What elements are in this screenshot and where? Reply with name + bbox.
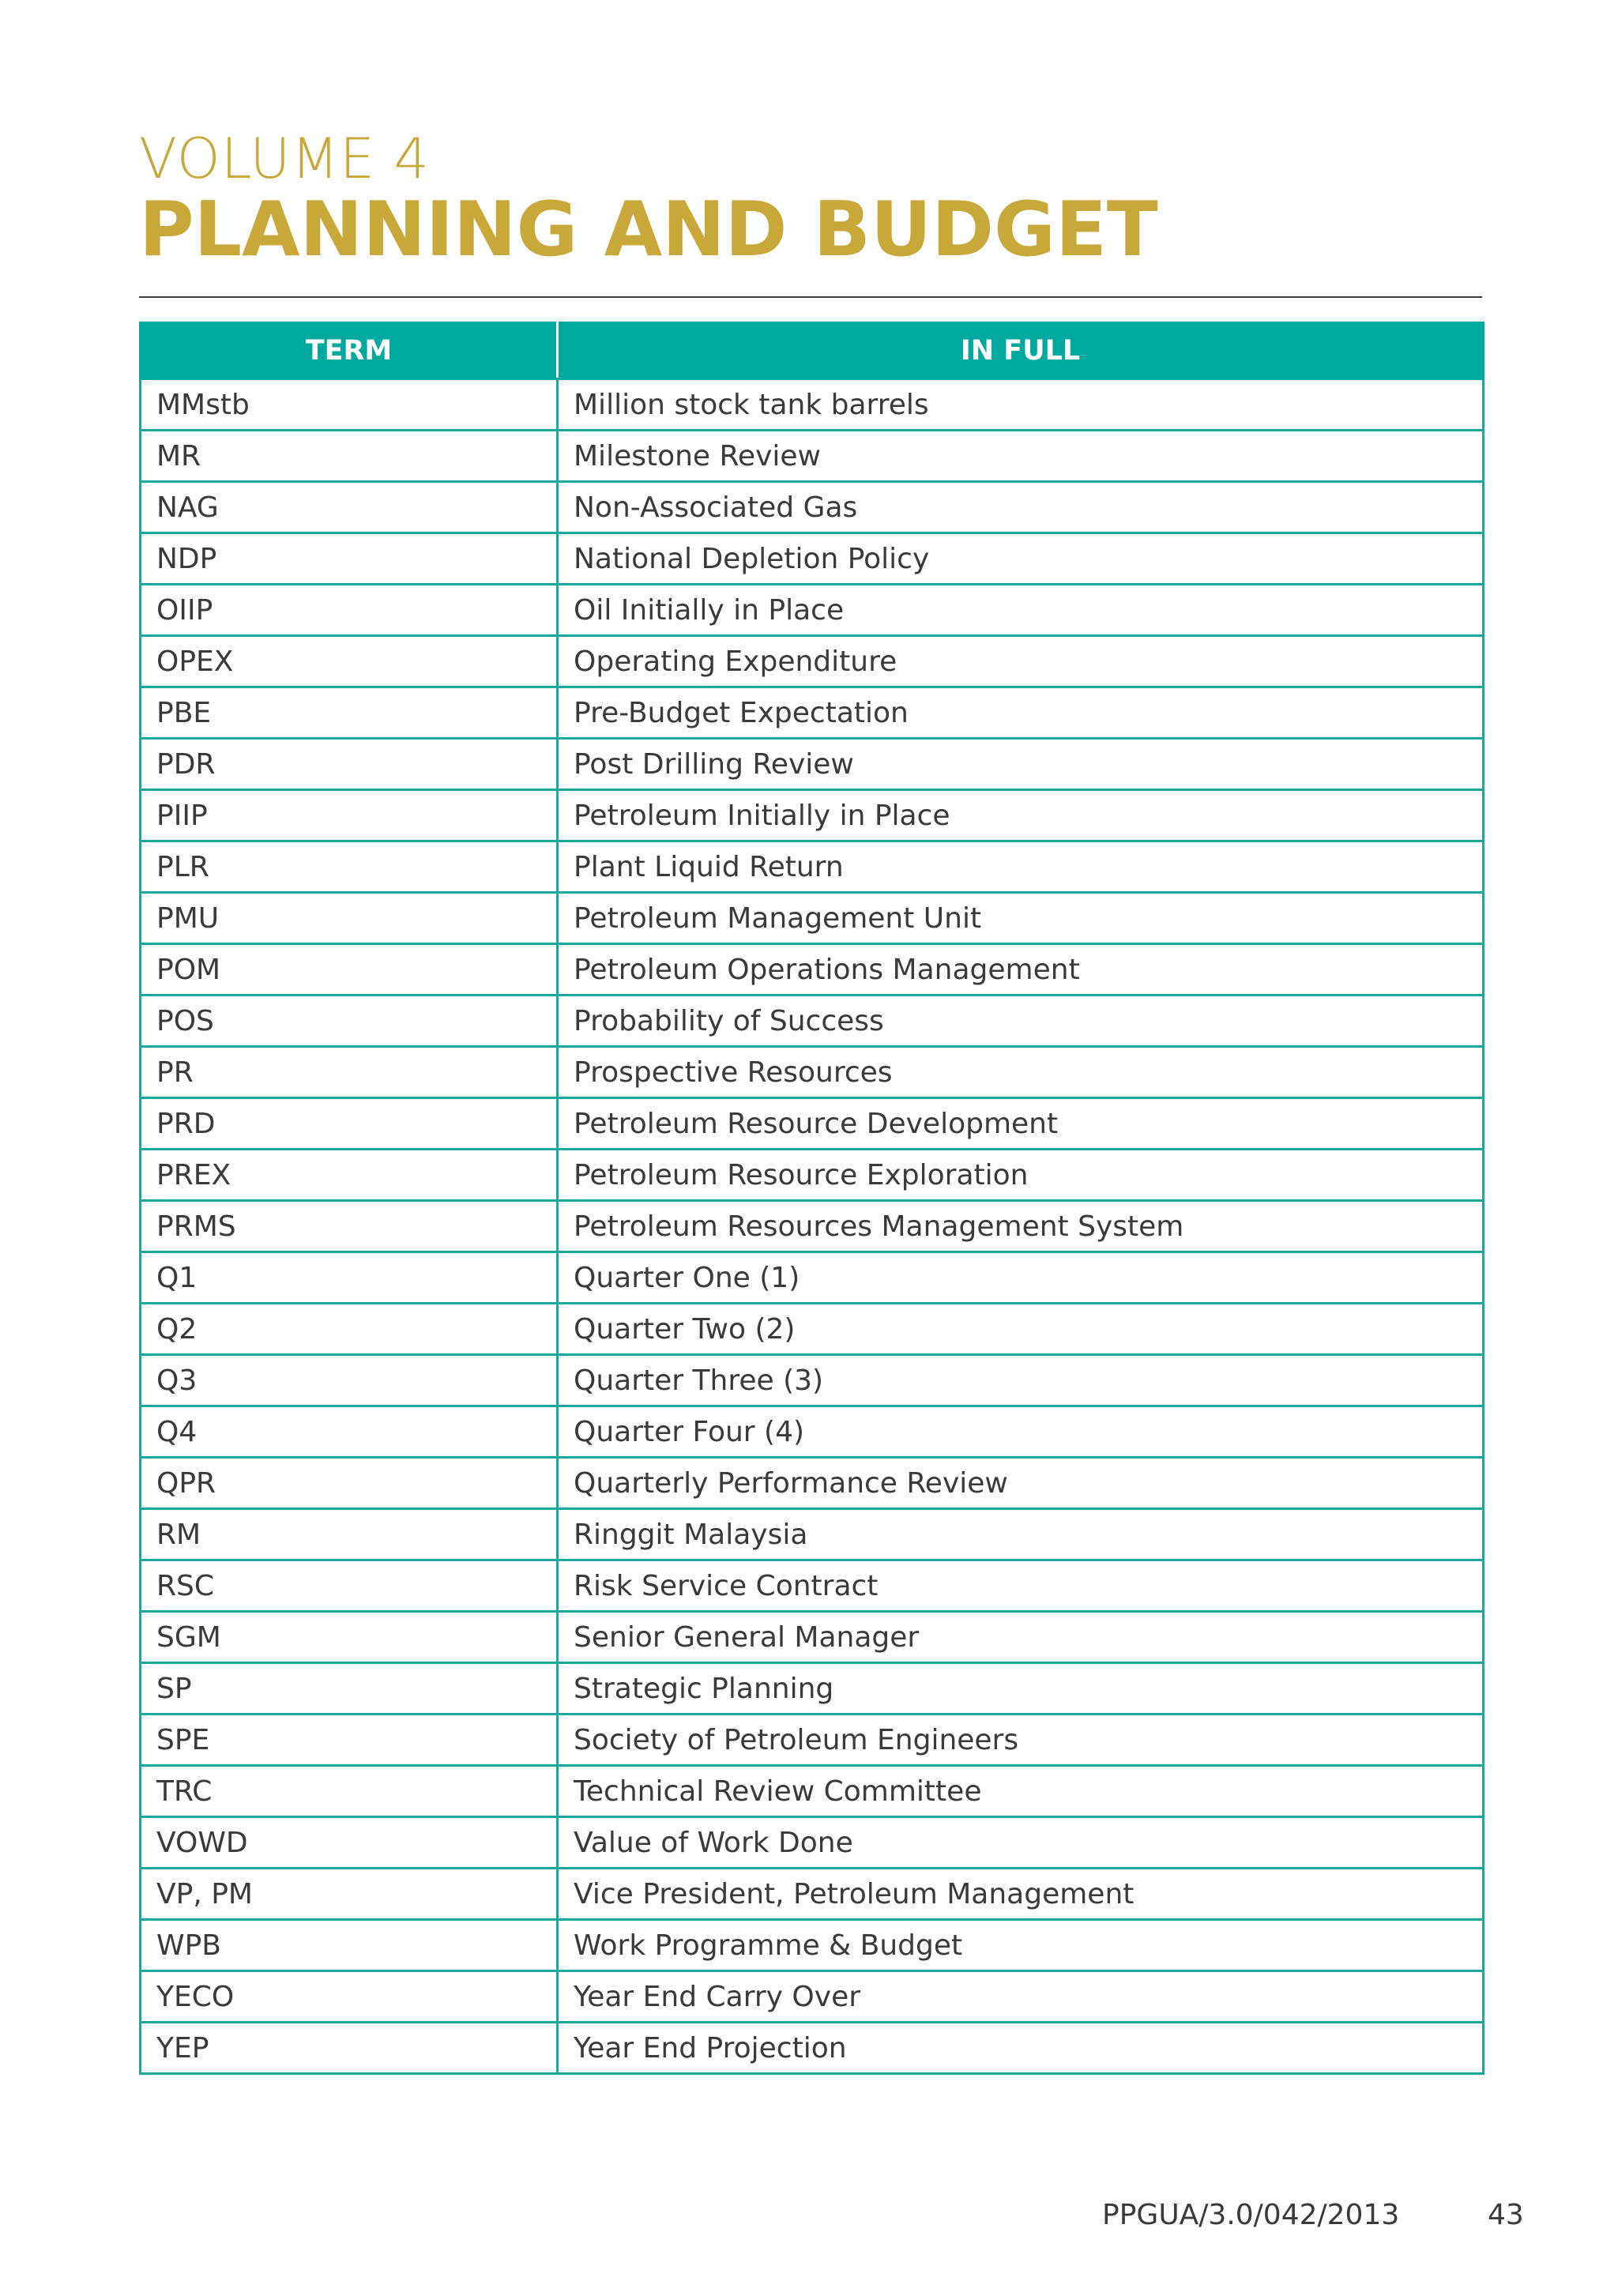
in-full-cell: Pre-Budget Expectation bbox=[558, 687, 1484, 739]
term-cell: PR bbox=[141, 1047, 558, 1098]
in-full-cell: Prospective Resources bbox=[558, 1047, 1484, 1098]
table-row bbox=[141, 636, 1484, 687]
term-cell: QPR bbox=[141, 1458, 558, 1509]
document-code: PPGUA/3.0/042/2013 bbox=[1102, 2199, 1400, 2231]
term-cell: SP bbox=[141, 1663, 558, 1714]
in-full-cell: Petroleum Resources Management System bbox=[558, 1201, 1484, 1252]
in-full-cell: Plant Liquid Return bbox=[558, 841, 1484, 893]
in-full-cell: Risk Service Contract bbox=[558, 1560, 1484, 1612]
table-row bbox=[141, 2023, 1484, 2074]
term-cell: SPE bbox=[141, 1714, 558, 1766]
table-row bbox=[141, 1406, 1484, 1458]
in-full-cell: Society of Petroleum Engineers bbox=[558, 1714, 1484, 1766]
term-cell: PRD bbox=[141, 1098, 558, 1150]
in-full-cell: Million stock tank barrels bbox=[558, 379, 1484, 431]
in-full-cell: Quarter Four (4) bbox=[558, 1406, 1484, 1458]
term-cell: PLR bbox=[141, 841, 558, 893]
table-row bbox=[141, 1355, 1484, 1406]
in-full-cell: Non-Associated Gas bbox=[558, 482, 1484, 533]
table-row bbox=[141, 1714, 1484, 1766]
term-cell: PBE bbox=[141, 687, 558, 739]
table-row bbox=[141, 1612, 1484, 1663]
in-full-cell: Technical Review Committee bbox=[558, 1766, 1484, 1817]
term-cell: NAG bbox=[141, 482, 558, 533]
in-full-cell: Petroleum Resource Exploration bbox=[558, 1150, 1484, 1201]
table-row bbox=[141, 1252, 1484, 1304]
table-row bbox=[141, 1817, 1484, 1869]
table-row bbox=[141, 379, 1484, 431]
table-row bbox=[141, 893, 1484, 944]
table-row bbox=[141, 533, 1484, 585]
table-row bbox=[141, 1560, 1484, 1612]
volume-label: VOLUME 4 bbox=[139, 126, 430, 191]
term-cell: SGM bbox=[141, 1612, 558, 1663]
table-row bbox=[141, 841, 1484, 893]
in-full-cell: Year End Projection bbox=[558, 2023, 1484, 2074]
table-row bbox=[141, 482, 1484, 533]
table-row bbox=[141, 431, 1484, 482]
table-row bbox=[141, 1304, 1484, 1355]
term-cell: PMU bbox=[141, 893, 558, 944]
table-row bbox=[141, 1201, 1484, 1252]
table-row bbox=[141, 1869, 1484, 1920]
term-cell: MMstb bbox=[141, 379, 558, 431]
table-row bbox=[141, 790, 1484, 841]
in-full-cell: Operating Expenditure bbox=[558, 636, 1484, 687]
in-full-cell: Petroleum Initially in Place bbox=[558, 790, 1484, 841]
table-row bbox=[141, 944, 1484, 996]
table-row bbox=[141, 585, 1484, 636]
term-cell: MR bbox=[141, 431, 558, 482]
term-cell: TRC bbox=[141, 1766, 558, 1817]
in-full-cell: Petroleum Management Unit bbox=[558, 893, 1484, 944]
term-cell: VOWD bbox=[141, 1817, 558, 1869]
table-row bbox=[141, 739, 1484, 790]
in-full-cell: Petroleum Resource Development bbox=[558, 1098, 1484, 1150]
in-full-cell: Post Drilling Review bbox=[558, 739, 1484, 790]
table-row bbox=[141, 1509, 1484, 1560]
term-cell: POS bbox=[141, 996, 558, 1047]
term-cell: PREX bbox=[141, 1150, 558, 1201]
in-full-cell: Vice President, Petroleum Management bbox=[558, 1869, 1484, 1920]
in-full-cell: Senior General Manager bbox=[558, 1612, 1484, 1663]
table-row bbox=[141, 1047, 1484, 1098]
in-full-cell: Milestone Review bbox=[558, 431, 1484, 482]
page-title: PLANNING AND BUDGET bbox=[139, 186, 1158, 273]
in-full-cell: Petroleum Operations Management bbox=[558, 944, 1484, 996]
table-row bbox=[141, 1098, 1484, 1150]
table-row bbox=[141, 687, 1484, 739]
in-full-cell: Oil Initially in Place bbox=[558, 585, 1484, 636]
table-row bbox=[141, 1971, 1484, 2023]
term-cell: Q4 bbox=[141, 1406, 558, 1458]
term-cell: RSC bbox=[141, 1560, 558, 1612]
term-cell: WPB bbox=[141, 1920, 558, 1971]
term-cell: VP, PM bbox=[141, 1869, 558, 1920]
table-row bbox=[141, 996, 1484, 1047]
in-full-cell: Value of Work Done bbox=[558, 1817, 1484, 1869]
term-cell: PDR bbox=[141, 739, 558, 790]
term-cell: YECO bbox=[141, 1971, 558, 2023]
table-body bbox=[141, 379, 1484, 2074]
term-cell: POM bbox=[141, 944, 558, 996]
in-full-cell: Work Programme & Budget bbox=[558, 1920, 1484, 1971]
term-cell: Q1 bbox=[141, 1252, 558, 1304]
in-full-cell: Quarter Two (2) bbox=[558, 1304, 1484, 1355]
in-full-cell: Year End Carry Over bbox=[558, 1971, 1484, 2023]
term-cell: YEP bbox=[141, 2023, 558, 2074]
table-row bbox=[141, 1766, 1484, 1817]
term-cell: OIIP bbox=[141, 585, 558, 636]
table-row bbox=[141, 1920, 1484, 1971]
table-header-row bbox=[141, 323, 1484, 379]
in-full-cell: Quarterly Performance Review bbox=[558, 1458, 1484, 1509]
page-number: 43 bbox=[1488, 2199, 1524, 2231]
glossary-table bbox=[139, 322, 1484, 2075]
term-cell: PIIP bbox=[141, 790, 558, 841]
term-cell: Q2 bbox=[141, 1304, 558, 1355]
column-header-in-full: IN FULL bbox=[558, 323, 1484, 379]
in-full-cell: Ringgit Malaysia bbox=[558, 1509, 1484, 1560]
term-cell: NDP bbox=[141, 533, 558, 585]
table-row bbox=[141, 1150, 1484, 1201]
in-full-cell: Probability of Success bbox=[558, 996, 1484, 1047]
term-cell: RM bbox=[141, 1509, 558, 1560]
in-full-cell: National Depletion Policy bbox=[558, 533, 1484, 585]
term-cell: Q3 bbox=[141, 1355, 558, 1406]
in-full-cell: Quarter One (1) bbox=[558, 1252, 1484, 1304]
table-row bbox=[141, 1458, 1484, 1509]
term-cell: OPEX bbox=[141, 636, 558, 687]
in-full-cell: Strategic Planning bbox=[558, 1663, 1484, 1714]
column-header-term: TERM bbox=[141, 323, 558, 379]
in-full-cell: Quarter Three (3) bbox=[558, 1355, 1484, 1406]
term-cell: PRMS bbox=[141, 1201, 558, 1252]
title-divider bbox=[139, 296, 1482, 298]
table-row bbox=[141, 1663, 1484, 1714]
